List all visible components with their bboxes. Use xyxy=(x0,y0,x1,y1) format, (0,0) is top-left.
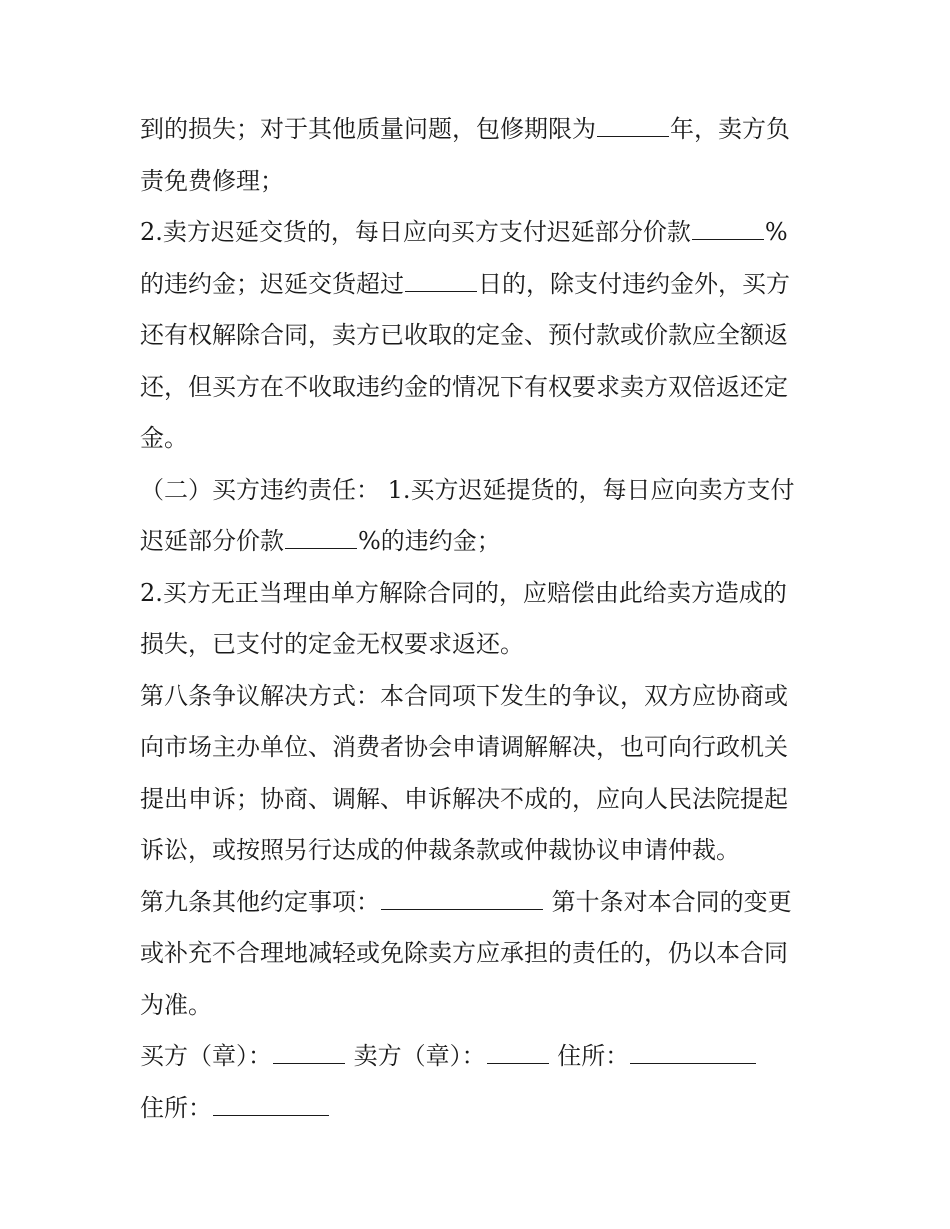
fill-blank xyxy=(405,271,477,292)
address-blank xyxy=(213,1095,329,1116)
buyer-seal-blank xyxy=(273,1043,345,1064)
text-line: 或补充不合理地减轻或免除卖方应承担的责任的，仍以本合同 xyxy=(140,939,788,967)
text-line: 第八条争议解决方式：本合同项下发生的争议，双方应协商或 xyxy=(140,681,788,710)
text-line: 为准。 xyxy=(140,990,212,1019)
text-line: 诉讼，或按照另行达成的仲裁条款或仲裁协议申请仲裁。 xyxy=(140,836,740,864)
text-line: 还有权解除合同，卖方已收取的定金、预付款或价款应全额返 xyxy=(140,321,788,349)
fill-blank xyxy=(381,889,543,910)
text-line: 责免费修理； xyxy=(140,166,284,195)
text-line: 金。 xyxy=(140,424,188,452)
text-line: 到的损失；对于其他质量问题，包修期限为 年，卖方负 xyxy=(140,115,790,143)
fill-blank xyxy=(597,116,669,137)
text-line: 提出申诉；协商、调解、申诉解决不成的，应向人民法院提起 xyxy=(140,784,788,813)
fill-blank xyxy=(692,219,764,240)
address-blank xyxy=(630,1043,756,1064)
text-line: 第九条其他约定事项： 第十条对本合同的变更 xyxy=(140,887,792,916)
text-line: 还，但买方在不收取违约金的情况下有权要求卖方双倍返还定 xyxy=(140,372,788,401)
text-line: 2.买方无正当理由单方解除合同的，应赔偿由此给卖方造成的 xyxy=(140,578,787,607)
text-line: 2.卖方迟延交货的，每日应向买方支付迟延部分价款 % xyxy=(140,218,788,246)
fill-blank xyxy=(285,528,357,549)
text-line: 向市场主办单位、消费者协会申请调解解决，也可向行政机关 xyxy=(140,733,788,761)
signature-line: 住所： xyxy=(140,1083,820,1135)
contract-page xyxy=(140,104,820,1134)
text-line: 损失，已支付的定金无权要求返还。 xyxy=(140,630,524,658)
text-line: 迟延部分价款 %的违约金； xyxy=(140,527,501,555)
signature-line: 买方（章）： 卖方（章）： 住所： xyxy=(140,1031,820,1083)
text-line: （二）买方违约责任： 1.买方迟延提货的，每日应向卖方支付 xyxy=(140,475,795,504)
seller-seal-blank xyxy=(487,1043,549,1064)
text-line: 的违约金；迟延交货超过 日的，除支付违约金外，买方 xyxy=(140,269,790,298)
